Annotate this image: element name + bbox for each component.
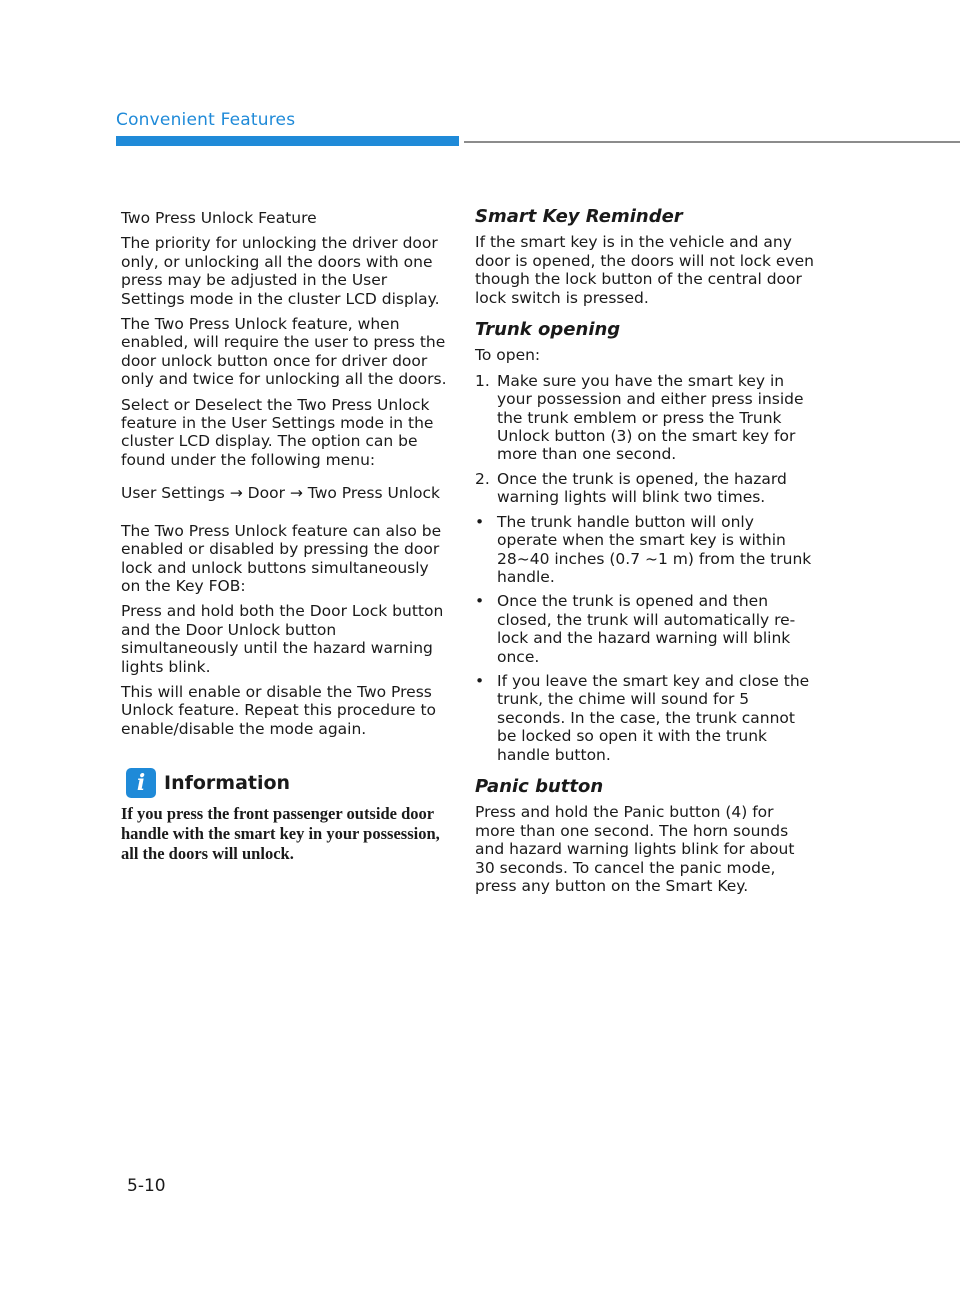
list-item [475,513,815,587]
information-title: Information [164,771,291,794]
steps-list [475,372,815,507]
list-item [475,592,815,666]
list-item [475,372,815,464]
paragraph: Select or Deselect the Two Press Unlock feature in the User Settings mode in the cluster LCD display. The option can be found under the following menu: [121,395,434,469]
step-text: Make sure you have the smart key in your possession and either press inside the trunk emblem or press the Trunk Unlock button (3) on the smart key for more than one second. [497,371,804,464]
paragraph: The priority for unlocking the driver door only, or unlocking all the doors with one press may be adjusted in the User Settings mode in the cluster LCD display. [121,234,440,308]
section-heading: Trunk opening [475,319,621,341]
left-column [121,209,451,864]
step-text: Once the trunk is opened, the hazard warning lights will blink two times. [497,469,787,507]
paragraph: The Two Press Unlock feature can also be enabled or disabled by pressing the door lock and unlock buttons simultaneously on the Key FOB: [121,521,442,595]
page-number: 5-10 [127,1176,166,1196]
information-text: If you press the front passenger outside door handle with the smart key in your possession, all the doors will unlock. [121,804,440,864]
paragraph: This will enable or disable the Two Press Unlock feature. Repeat this procedure to enable/disable the mode again. [121,682,437,738]
bullet: • [475,671,485,690]
paragraph: The Two Press Unlock feature, when enabled, will require the user to press the door unlock button once for driver door only and twice for unlocking all the doors. [121,315,447,389]
right-column [475,208,815,902]
bullet-list [475,513,815,764]
bullet-text: If you leave the smart key and close the trunk, the chime will sound for 5 seconds. In the case, the trunk cannot be locked so open it with the trunk handle button. [497,671,810,764]
information-header [121,768,451,798]
header-accent-rule [116,136,459,146]
feature-heading: Two Press Unlock Feature [121,209,317,227]
paragraph: If the smart key is in the vehicle and any door is opened, the doors will not lock even though the lock button of the central door lock switch is pressed. [475,233,814,307]
step-number: 1. [475,371,490,390]
paragraph: Press and hold the Panic button (4) for more than one second. The horn sounds and hazard warning lights blink for about 30 seconds. To cancel the panic mode, press any button on the Smart Key. [475,803,795,895]
bullet: • [475,512,485,531]
paragraph: To open: [475,346,541,365]
information-box [121,768,451,864]
list-item [475,470,815,507]
list-item [475,672,815,764]
section-heading: Panic button [475,775,604,797]
menu-path: User Settings → Door → Two Press Unlock [121,484,440,503]
info-icon: i [126,768,156,798]
section-heading: Smart Key Reminder [475,206,683,227]
bullet-text: Once the trunk is opened and then closed, the trunk will automatically re-lock and the hazard warning will blink once. [497,592,796,666]
bullet-text: The trunk handle button will only operate when the smart key is within 28~40 inches (0.7 ~1 m) from the trunk handle. [497,512,812,586]
header-divider-rule [464,141,960,143]
step-number: 2. [475,469,490,488]
paragraph: Press and hold both the Door Lock button and the Door Unlock button simultaneously until the hazard warning lights blink. [121,602,444,676]
bullet: • [475,592,485,611]
section-title: Convenient Features [116,110,296,130]
